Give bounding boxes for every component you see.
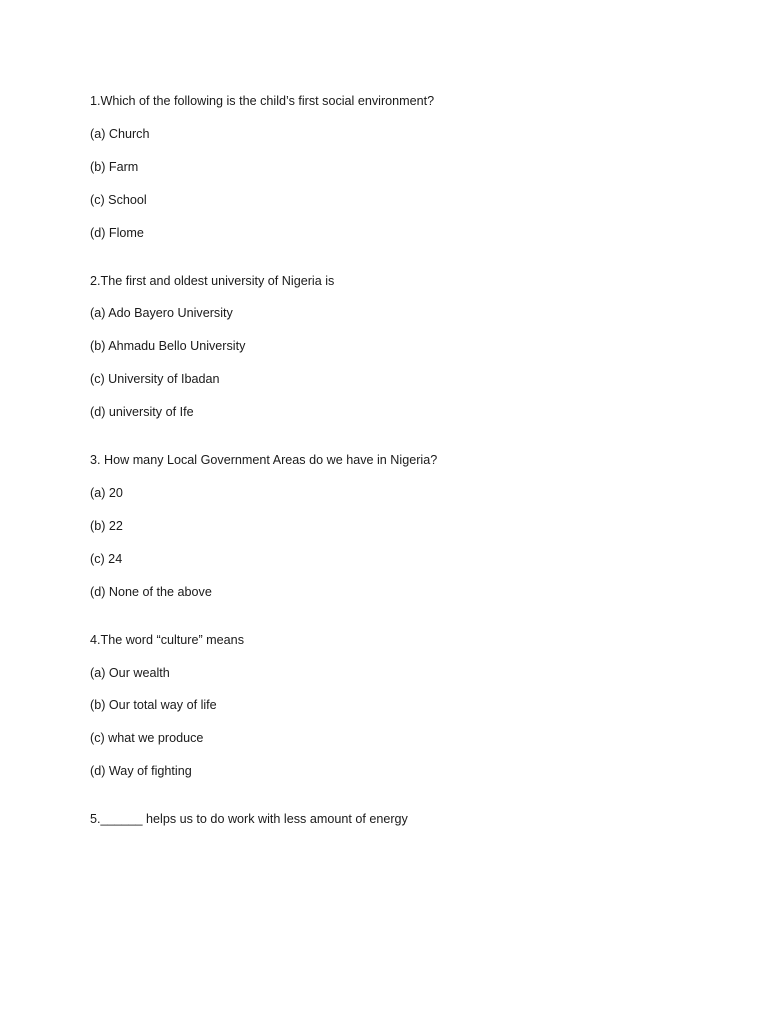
question-1: [90, 93, 710, 242]
answer-option: (b) 22: [90, 518, 123, 533]
answer-option: (c) School: [90, 192, 147, 207]
answer-option: (a) Ado Bayero University: [90, 306, 233, 321]
answer-option: (b) Ahmadu Bello University: [90, 339, 246, 354]
answer-option: (c) what we produce: [90, 731, 204, 746]
answer-option: (b) Farm: [90, 159, 139, 174]
answer-option: (a) 20: [90, 486, 123, 501]
answer-option: (a) Church: [90, 126, 150, 141]
answer-option: (a) Our wealth: [90, 665, 170, 680]
question-5: [90, 811, 710, 828]
question-text: 5.______ helps us to do work with less amount of energy: [90, 812, 408, 827]
answer-option: (c) University of Ibadan: [90, 372, 220, 387]
question-text: 1.Which of the following is the child’s first social environment?: [90, 94, 435, 108]
question-4: [90, 632, 710, 781]
question-text: 2.The first and oldest university of Nigeria is: [90, 273, 335, 288]
quiz-questions: [90, 93, 710, 859]
answer-option: (d) university of Ife: [90, 405, 194, 420]
question-2: [90, 273, 710, 422]
answer-option: (d) Way of fighting: [90, 764, 192, 779]
question-3: [90, 452, 710, 601]
question-text: 3. How many Local Government Areas do we have in Nigeria?: [90, 453, 438, 468]
question-text: 4.The word “culture” means: [90, 632, 244, 647]
answer-option: (d) None of the above: [90, 584, 212, 599]
answer-option: (c) 24: [90, 551, 123, 566]
answer-option: (d) Flome: [90, 225, 144, 240]
answer-option: (b) Our total way of life: [90, 698, 217, 713]
